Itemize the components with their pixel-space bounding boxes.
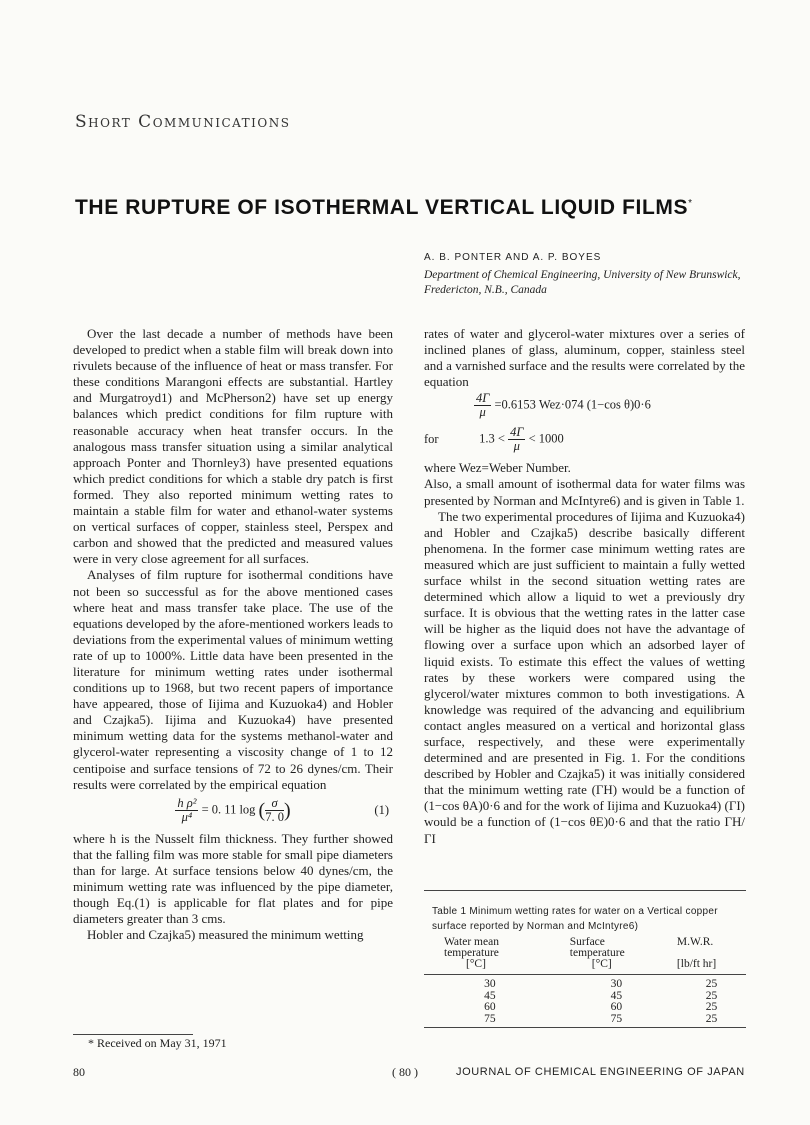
eq1-inner-denominator: 7. 0: [265, 809, 284, 824]
paragraph: Also, a small amount of isothermal data for water films was presented by Norman and McIntyre6) and is given in Table 1.: [424, 476, 745, 508]
eq1-denominator: μ⁴: [181, 809, 193, 824]
eq2-fraction: [474, 392, 491, 419]
table-header: Surface: [569, 936, 605, 948]
paragraph: Analyses of film rupture for isothermal conditions have not been so successful as for the above mentioned cases where heat and mass transfer take place. The use of the equations developed by the afore-mentioned workers leads to deviations from the experimental values of minimum wetting rate of up to 1000%. Little data have been presented in the literature for minimum wetting rates under isothermal conditions up to 1968, but two recent papers of importance have appeared, those of Iijima and Kuzuoka4) and Hobler and Czajka5). Iijima and Kuzuoka4) have presented minimum wetting data for the systems methanol-water and glycerol-water representing a viscosity change of 1 to 12 centipoise and surface tensions of 72 to 26 dynes/cm. Their results were correlated by the empirical equation: [73, 567, 393, 792]
authors: A. B. PONTER AND A. P. BOYES: [424, 252, 602, 263]
table-header: M.W.R.: [676, 936, 714, 948]
table-cell: 25: [705, 989, 718, 1002]
paragraph: Over the last decade a number of methods have been developed to predict when a stable film will break down into rivulets because of the influence of heat or mass transfer. For these conditions Marangoni effects are substantial. Hartley and Murgatroyd1) and McPherson2) have set up energy balances which predict conditions for film rupture with reasonable accuracy when heat transfer occurs. In the analogous mass transfer situation using a similar analytical approach Ponter and Thornley3) have presented equations which predict conditions for which a stable dry patch is first formed. They also reported minimum wetting rates to maintain a stable film for water and ethanol-water systems on vertical surfaces of copper, stainless steel, Perspex and carbon and showed that the predicted and measured values were in very close agreement for all surfaces.: [73, 326, 393, 567]
table-cell: 60: [484, 1001, 496, 1013]
section-label: Short Communications: [75, 112, 291, 132]
table-header: Water mean: [444, 936, 499, 948]
footnote: * Received on May 31, 1971: [88, 1036, 227, 1050]
title-footnote-mark: *: [688, 198, 693, 209]
article-title: [75, 196, 755, 220]
affiliation-line-1: Department of Chemical Engineering, University of New Brunswick,: [424, 269, 741, 281]
table-header: temperature: [569, 947, 625, 959]
table-cell: 75: [556, 1014, 677, 1028]
table-cell: 75: [424, 1014, 556, 1028]
eq2-denominator: μ: [479, 405, 486, 420]
page-number: 80: [73, 1065, 85, 1079]
table-header: [lb/ft hr]: [677, 959, 746, 975]
eq3-right: < 1000: [528, 431, 564, 446]
left-column: [73, 326, 393, 943]
right-column: [424, 326, 745, 847]
eq3-left: 1.3 <: [479, 431, 505, 446]
paragraph: where h is the Nusselt film thickness. They further showed that the falling film was more stable for small pipe diameters than for large. At surface tensions below 40 dynes/cm, the minimum wetting rate was influenced by the pipe diameter, though Eq.(1) is applicable for flat plates and for pipe diameters greater than 3 cms.: [73, 830, 393, 927]
table-cell: 25: [677, 1014, 746, 1028]
equation-1: $\frac{\text{h ρ²}}{\text{μ⁴}}$ = 0. 11 log ( $\frac{\sigma}{7. 0}$ ) (1): [177, 795, 389, 824]
table-top-rule: [424, 890, 746, 891]
eq1-label: (1): [374, 802, 389, 817]
eq1-fraction: [175, 797, 198, 824]
journal-name: JOURNAL OF CHEMICAL ENGINEERING OF JAPAN: [456, 1066, 745, 1078]
equation-2: [424, 390, 745, 426]
paragraph: The two experimental procedures of Iijima and Kuzuoka4) and Hobler and Czajka5) describe basically different phenomena. In the former case minimum wetting rates are measured which are just sufficient to maintain a fully wetted surface whilst in the second situation wetting rates are determined which allow a liquid to wet a previously dry surface. It is obvious that the wetting rates in the latter case will be higher as the liquid does not have the advantage of flowing over a surface upon which an adsorbed layer of liquid exists. To estimate this effect the values of wetting rates by these workers were compared using the glycerol/water mixtures common to both investigations. A knowledge was required of the advancing and equilibrium contact angles measured on a vertical and horizontal glass surface, respectively, and these were experimentally determined and are presented in Fig. 1. For the conditions described by Hobler and Czajka5) it was initially considered that the minimum wetting rate (ΓH) would be a function of (1−cos θA)0·6 and for the work of Iijima and Kuzuoka4) (ΓI) would be a function of (1−cos θE)0·6 and that the ratio ΓH/ΓI: [424, 508, 745, 846]
eq1-inner-numerator: σ: [265, 797, 284, 811]
eq3-fraction: [508, 426, 525, 453]
table-cell: 60: [610, 1001, 623, 1013]
eq1-middle: = 0. 11 log: [201, 802, 256, 817]
eq2-rhs: =0.6153 Wez·074 (1−cos θ)0·6: [494, 397, 651, 412]
table-row: [424, 975, 746, 991]
table-row: [424, 1014, 746, 1028]
table-cell: 25: [705, 1001, 718, 1013]
paragraph: where Wez=Weber Number.: [424, 460, 571, 476]
table-cell: 30: [484, 978, 496, 990]
table-caption: Table 1 Minimum wetting rates for water on a Vertical copper surface reported by Norman and McIntyre6): [432, 906, 718, 932]
table-header: temperature: [444, 947, 499, 959]
equation-3: [424, 426, 745, 460]
affiliation: [424, 268, 754, 298]
for-label: for: [424, 431, 439, 446]
table-cell: 45: [610, 989, 623, 1002]
page-number-center: ( 80 ): [392, 1065, 418, 1079]
table-cell: 25: [705, 978, 718, 990]
table-header: [°C]: [424, 959, 556, 975]
eq2-numerator: 4Γ: [476, 391, 490, 406]
paragraph: rates of water and glycerol-water mixtures over a series of inclined planes of glass, aluminum, copper, stainless steel and a varnished surface and the results were correlated by the equation: [424, 326, 745, 390]
affiliation-line-2: Fredericton, N.B., Canada: [424, 284, 547, 296]
table-cell: 45: [484, 989, 496, 1002]
table-row: [424, 991, 746, 1003]
paragraph: Hobler and Czajka5) measured the minimum wetting: [87, 927, 364, 943]
title-text: THE RUPTURE OF ISOTHERMAL VERTICAL LIQUID FILMS: [75, 196, 689, 219]
footnote-rule: [73, 1034, 193, 1035]
table-1: [424, 937, 746, 1028]
eq1-numerator: h ρ²: [177, 795, 197, 810]
eq3-denominator: μ: [513, 439, 520, 454]
table-header: [°C]: [556, 959, 677, 975]
eq3-numerator: 4Γ: [510, 425, 524, 440]
eq1-inner-fraction: [265, 797, 284, 824]
table-cell: 30: [610, 978, 623, 990]
table-row: [424, 1002, 746, 1014]
